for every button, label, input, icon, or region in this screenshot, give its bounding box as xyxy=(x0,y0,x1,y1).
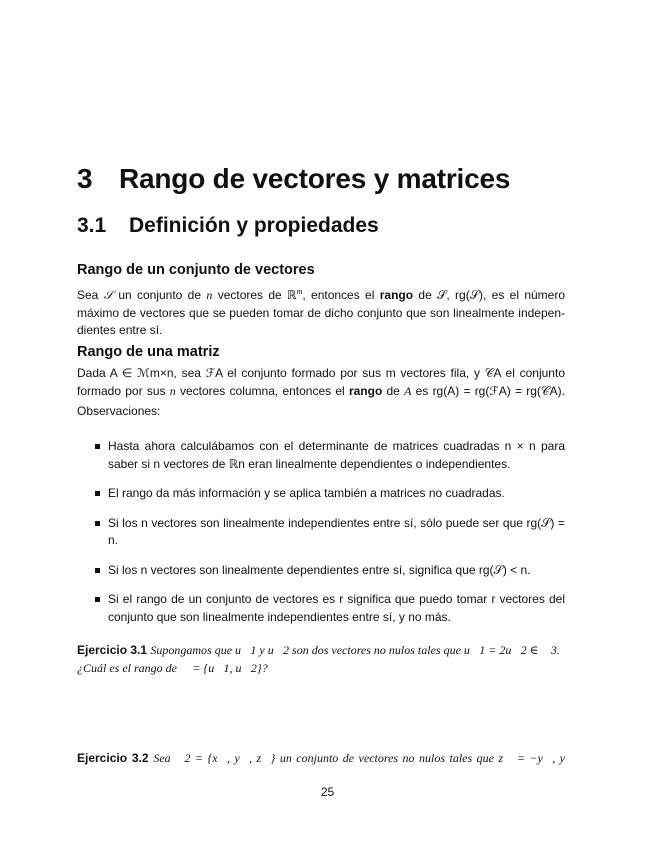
subsection-title xyxy=(77,214,379,238)
paragraph-line: Dada A ∈ ℳm×n, sea ℱA el conjunto formado por sus m vectores fila, y 𝒞A el conjunto xyxy=(77,366,565,380)
list-item-line: Si el rango de un conjunto de vectores es r significa que puedo tomar r vectores del xyxy=(108,592,565,606)
bullet-icon xyxy=(95,568,100,573)
ejercicio-3-1 xyxy=(77,642,565,677)
page-number: 25 xyxy=(320,785,335,799)
subsection-title-text: Definición y propiedades xyxy=(129,214,379,237)
paragraph-rango-matriz xyxy=(77,365,565,400)
observaciones-label: Observaciones: xyxy=(77,404,161,418)
heading-rango-matriz: Rango de una matriz xyxy=(77,344,220,360)
bullet-icon xyxy=(95,521,100,526)
list-item-line: El rango da más información y se aplica también a matrices no cuadradas. xyxy=(108,486,505,500)
ejercicio-3-2 xyxy=(77,750,565,768)
subsection-number: 3.1 xyxy=(77,214,107,237)
paragraph-line: Sea 𝒮 un conjunto de n vectores de ℝ$^m$, entonces el rango de 𝒮, rg(𝒮), es el número xyxy=(77,287,566,302)
ejercicio-line: ¿Cuál es el rango de 𝒮 = {u⃗1, u⃗2}? xyxy=(77,660,268,675)
paragraph-line: dientes entre sí. xyxy=(77,323,163,337)
section-title-text: Rango de vectores y matrices xyxy=(119,163,511,194)
paragraph-line: formado por sus n vectores columna, entonces el rango de A es rg(A) = rg(ℱA) = rg(𝒞A). xyxy=(77,383,565,398)
list-item-line: n. xyxy=(108,533,119,547)
ejercicio-line: Ejercicio 3.2 Sea 𝒮2 = {x⃗, y⃗, z⃗} un conjunto de vectores no nulos tales que z⃗ = −y⃗, y xyxy=(77,751,565,765)
ejercicio-label: Ejercicio 3.1 xyxy=(77,643,148,657)
paragraph-line: máximo de vectores que se pueden tomar de dicho conjunto que son linealmente indepen- xyxy=(77,305,565,320)
observaciones-list xyxy=(77,438,565,638)
list-item xyxy=(77,562,565,580)
list-item-line: Si los n vectores son linealmente dependientes entre sí, significa que rg(𝒮) < n. xyxy=(108,562,531,577)
heading-rango-vectores: Rango de un conjunto de vectores xyxy=(77,262,315,278)
bullet-icon xyxy=(95,491,100,496)
list-item-line: Hasta ahora calculábamos con el determinante de matrices cuadradas n × n para xyxy=(108,439,565,453)
list-item-line: saber si n vectores de ℝn eran linealmente dependientes o independientes. xyxy=(108,456,511,471)
list-item-line: conjunto que son linealmente independientes entre sí, y no más. xyxy=(108,609,451,624)
bullet-icon xyxy=(95,444,100,449)
ejercicio-line: Ejercicio 3.1 Supongamos que u⃗1 y u⃗2 son dos vectores no nulos tales que u⃗1 = 2u⃗2 ∈ ℝ3. xyxy=(77,643,560,657)
list-item xyxy=(77,438,565,473)
ejercicio-label: Ejercicio 3.2 xyxy=(77,751,149,765)
paragraph-rango-vectores xyxy=(77,283,565,340)
section-number: 3 xyxy=(77,163,93,194)
list-item xyxy=(77,515,565,550)
list-item xyxy=(77,591,565,626)
list-item-line: Si los n vectores son linealmente independientes entre sí, sólo puede ser que rg(𝒮) = xyxy=(108,515,565,530)
bullet-icon xyxy=(95,597,100,602)
list-item xyxy=(77,485,565,503)
section-title xyxy=(77,163,510,195)
